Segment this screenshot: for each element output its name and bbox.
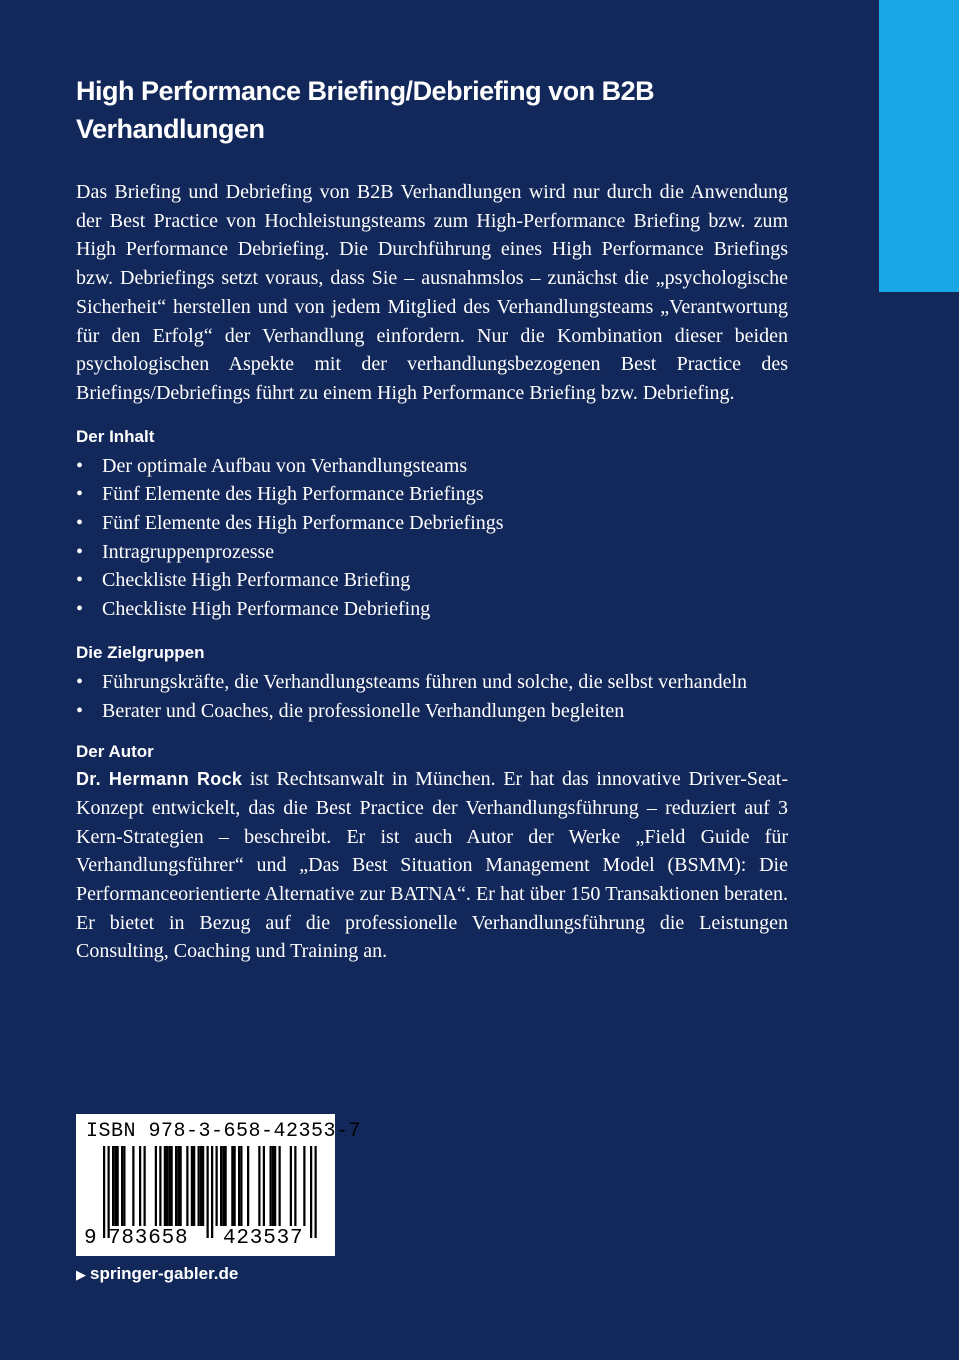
list-item-text: Intragruppenprozesse (102, 540, 275, 563)
publisher-url: springer-gabler.de (90, 1264, 239, 1283)
isbn-barcode (76, 1114, 362, 1256)
barcode-digit-group-1: 783658 (108, 1227, 189, 1250)
barcode-bar (247, 1146, 249, 1226)
list-item-text: Fünf Elemente des High Performance Debriefings (102, 512, 504, 535)
barcode-bar (198, 1146, 200, 1226)
list-item (76, 697, 788, 726)
barcode-bar (175, 1146, 177, 1226)
author-bio (76, 765, 788, 966)
barcode-bar (139, 1146, 141, 1226)
list-item-text: Fünf Elemente des High Performance Briefings (102, 483, 484, 506)
barcode-bar (191, 1146, 193, 1226)
contents-list (76, 452, 788, 624)
barcode-bar (180, 1146, 182, 1226)
bullet-dot: • (76, 670, 84, 693)
barcode-bar (207, 1146, 209, 1238)
list-item (76, 538, 788, 567)
barcode-bar (112, 1146, 114, 1226)
list-item-text: Der optimale Aufbau von Verhandlungsteams (102, 454, 468, 477)
barcode-bar (166, 1146, 168, 1226)
list-item (76, 668, 788, 697)
contents-heading: Der Inhalt (76, 426, 155, 446)
barcode-bar (144, 1146, 146, 1226)
barcode-bar (117, 1146, 119, 1226)
bullet-dot: • (76, 483, 84, 506)
barcode-bar (225, 1146, 227, 1226)
back-cover-content (76, 72, 788, 966)
isbn-label: ISBN 978-3-658-42353-7 (86, 1120, 362, 1143)
barcode-bar (114, 1146, 116, 1226)
barcode-bar (216, 1146, 218, 1226)
audience-list (76, 668, 788, 725)
book-title: High Performance Briefing/Debriefing von B2B Verhandlungen (76, 76, 655, 144)
barcode-bar (279, 1146, 281, 1226)
barcode-bar (108, 1146, 110, 1238)
accent-bar (879, 0, 959, 292)
barcode-bar (263, 1146, 265, 1226)
bullet-dot: • (76, 699, 84, 722)
barcode-bar (168, 1146, 170, 1226)
barcode-bar (222, 1146, 224, 1226)
barcode-bar (186, 1146, 188, 1226)
barcode-bar (303, 1146, 305, 1226)
barcode-bar (238, 1146, 240, 1226)
list-item (76, 566, 788, 595)
list-item (76, 452, 788, 481)
list-item-text: Checkliste High Performance Briefing (102, 569, 411, 592)
arrow-right-icon: ▶ (76, 1267, 86, 1282)
barcode-bar (121, 1146, 123, 1226)
barcode-bar (294, 1146, 296, 1226)
barcode-bar (272, 1146, 274, 1226)
barcode-bar (159, 1146, 161, 1226)
publisher-link[interactable] (76, 1262, 238, 1287)
barcode-bar (164, 1146, 166, 1226)
bullet-dot: • (76, 512, 84, 535)
barcode-bar (290, 1146, 292, 1226)
barcode-bar (270, 1146, 272, 1226)
barcode-bar (220, 1146, 222, 1226)
author-name: Dr. Hermann Rock (76, 769, 243, 790)
barcode-digit-group-2: 423537 (223, 1227, 304, 1250)
intro-part-2: fordern. Nur die Kombination dieser beiden psychologischen Aspekte mit der verhandlungsbezogenen Best Practice des Briefings/Debriefings führt zu einem High Performance Briefing bzw. Debriefing. (76, 324, 788, 404)
barcode-digit-first: 9 (84, 1227, 97, 1250)
list-item (76, 509, 788, 538)
list-item-text: Berater und Coaches, die professionelle Verhandlungen begleiten (102, 699, 625, 722)
barcode-bar (193, 1146, 195, 1226)
barcode-bar (234, 1146, 236, 1226)
author-bio-part-1: ist Rechtsanwalt in München. Er hat das innovative Driver-Seat-Konzept entwickelt, das die Best Practice der Verhandlungsführung – reduziert auf 3 Kern-Strategien – beschreibt. Er ist auch Autor der Werke „Field Guide für Verhandlungsführer“ und „Das Best Situation Management Model (BSMM): Die Performanceorientierte Alternative zur BATNA“. Er hat über 150 Transaktionen beraten. Er bietet in Bezug auf die professionelle Ver (76, 768, 788, 934)
barcode-bar (202, 1146, 204, 1226)
barcode-bar (274, 1146, 276, 1226)
barcode-bar (240, 1146, 242, 1226)
list-item-text: Checkliste High Performance Debriefing (102, 598, 431, 621)
list-item (76, 480, 788, 509)
barcode-bar (211, 1146, 213, 1238)
barcode-bar (258, 1146, 260, 1226)
author-heading: Der Autor (76, 742, 154, 762)
barcode-bar (123, 1146, 125, 1226)
barcode-bar (103, 1146, 105, 1238)
list-item (76, 595, 788, 624)
barcode-bar (231, 1146, 233, 1226)
barcode-bar (310, 1146, 312, 1238)
intro-paragraph (76, 178, 788, 408)
barcode-bar (200, 1146, 202, 1226)
bullet-dot: • (76, 540, 84, 563)
bullet-dot: • (76, 598, 84, 621)
author-bio-part-2: handlungsführung die Leistungen Consulting, Coaching und Training an. (76, 911, 789, 963)
intro-part-1: Das Briefing und Debriefing von B2B Verhandlungen wird nur durch die Anwendung der Best Practice von Hochleistungsteams zum High-Performance Briefing bzw. zum High Performance Debriefing. Die Durchführung eines High Performance Briefings bzw. Debriefings setzt voraus, dass Sie – ausnahmslos – zunächst die „psychologische Sicherheit“ herstellen und von jedem Mitglied des Verhandlungsteams „Verantwortung für den Erfolg“ der Verhandlung ein (76, 181, 788, 347)
bullet-dot: • (76, 454, 84, 477)
list-item-text: Führungskräfte, die Verhandlungsteams führen und solche, die selbst verhandeln (102, 670, 748, 693)
barcode-bar (171, 1146, 173, 1226)
barcode-bar (132, 1146, 134, 1226)
barcode-bar (177, 1146, 179, 1226)
bullet-dot: • (76, 569, 84, 592)
barcode-bar (155, 1146, 157, 1226)
barcode-bar (315, 1146, 317, 1238)
audience-heading: Die Zielgruppen (76, 642, 205, 662)
